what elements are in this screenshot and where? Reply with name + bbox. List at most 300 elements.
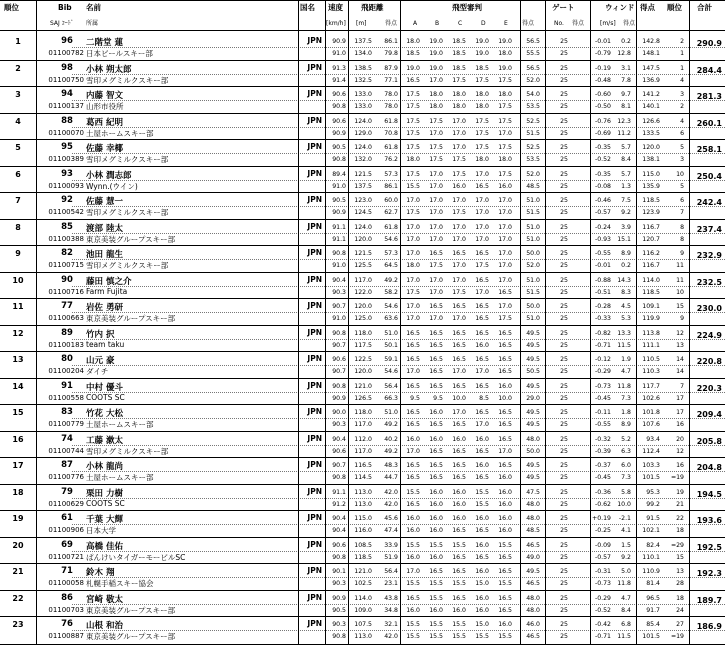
athlete-name[interactable]: 高橋 佳佑: [86, 541, 123, 552]
round2-value: 25: [560, 235, 568, 243]
bib-cell: 91: [61, 380, 73, 391]
round1-value: 90.8: [332, 329, 346, 337]
round1-value: -0.35: [594, 170, 611, 178]
round1-value: 25: [560, 356, 568, 363]
athlete-club: 雪印メグミルクスキー部: [86, 155, 169, 164]
nation-cell: JPN: [307, 195, 322, 204]
round1-value: -0.88: [594, 276, 611, 284]
round1-value: 17.5: [429, 144, 443, 151]
round1-value: 20: [676, 435, 684, 443]
round1-value: 16.5: [498, 409, 512, 416]
round1-value: 5.2: [621, 435, 631, 443]
round2-value: 90.6: [332, 447, 346, 455]
header-style-points: 得点: [522, 20, 535, 27]
round-separator: [72, 259, 725, 260]
round2-value: 23.1: [384, 580, 398, 587]
round1-value: 16.0: [429, 515, 443, 522]
round1-value: 11: [676, 276, 684, 284]
round1-value: 49.5: [526, 329, 540, 337]
round1-value: 138.5: [354, 64, 372, 72]
saj-code-cell: 01100093: [48, 181, 84, 190]
round1-value: 25: [560, 462, 568, 469]
round1-value: 25: [560, 91, 568, 98]
round1-value: 107.5: [354, 621, 372, 628]
round1-value: 90.6: [332, 541, 346, 549]
header-bib: Bib: [58, 3, 72, 12]
athlete-club: 土屋ホームスキー部: [86, 473, 154, 482]
round2-value: 70.8: [384, 129, 398, 137]
round1-value: 1.8: [621, 409, 631, 416]
athlete-name[interactable]: 山根 和治: [86, 621, 123, 631]
athlete-name[interactable]: 佐藤 慧一: [86, 197, 123, 207]
round1-value: 16.5: [452, 329, 466, 337]
round1-value: 18: [676, 594, 684, 602]
round2-value: 8: [680, 235, 684, 243]
round2-value: -0.01: [594, 262, 611, 269]
round2-value: 8.1: [621, 103, 631, 110]
rank-cell: 6: [15, 169, 21, 179]
round2-value: 9.2: [621, 209, 631, 216]
total-cell: 290.9: [696, 39, 722, 48]
round1-value: 91.5: [646, 515, 660, 522]
round1-value: 16.5: [475, 409, 489, 416]
round1-value: 16.5: [406, 594, 420, 602]
round2-value: 16.0: [429, 500, 443, 508]
athlete-name[interactable]: 山元 豪: [86, 356, 115, 366]
round2-value: 90.9: [332, 129, 346, 137]
round1-value: 141.2: [642, 91, 660, 98]
round1-value: 14: [676, 356, 684, 363]
round2-value: 133.0: [354, 103, 372, 110]
athlete-name[interactable]: 竹内 択: [86, 329, 115, 340]
round2-value: 135.9: [642, 182, 660, 190]
round1-value: 49.5: [526, 356, 540, 363]
header-saj-code: SAJ ｺｰﾄﾞ: [50, 20, 74, 27]
round-separator: [72, 471, 725, 472]
round1-value: -2.1: [618, 515, 631, 522]
round1-value: 120.0: [642, 144, 660, 151]
round1-value: 47.5: [526, 488, 540, 496]
header-wind-unit: [m/s]: [600, 20, 616, 27]
round1-value: 25: [560, 117, 568, 125]
round2-value: 18.0: [475, 156, 489, 163]
round1-value: 10: [676, 170, 684, 178]
round2-value: 17.5: [406, 288, 420, 296]
round2-value: -0.62: [594, 500, 611, 508]
athlete-name[interactable]: 鈴木 翔: [86, 568, 115, 578]
round1-value: 117.0: [354, 276, 372, 284]
saj-code-cell: 01100906: [48, 526, 84, 534]
round2-value: 7.8: [621, 76, 631, 84]
round2-value: 25: [560, 553, 568, 561]
round2-value: 90.9: [332, 209, 346, 216]
round2-value: 8.3: [621, 288, 631, 296]
round1-value: 90.6: [332, 356, 346, 363]
round1-value: -0.12: [594, 356, 611, 363]
total-cell: 189.7: [696, 595, 722, 605]
round2-value: 51.0: [526, 315, 540, 322]
round2-value: 17.0: [475, 368, 489, 375]
round1-value: 85.4: [646, 621, 660, 628]
row-separator: [0, 431, 725, 432]
round1-value: 86.1: [384, 38, 398, 45]
athlete-name[interactable]: 栗田 力樹: [86, 488, 123, 499]
round1-value: 56.4: [384, 382, 398, 390]
bib-cell: 88: [61, 115, 73, 126]
round2-value: 10.0: [617, 500, 631, 508]
bib-cell: 92: [61, 195, 73, 205]
athlete-name[interactable]: 工藤 漱太: [86, 435, 123, 446]
round1-value: 16.5: [475, 250, 489, 257]
round1-value: 17.0: [475, 197, 489, 204]
round1-value: 16.0: [475, 541, 489, 549]
round-separator: [72, 153, 725, 154]
row-separator: [0, 457, 725, 458]
round2-value: 16.5: [452, 527, 466, 534]
round2-value: 16.0: [475, 606, 489, 614]
round2-value: 25: [560, 394, 568, 402]
athlete-club: 雪印メグミルクスキー部: [86, 446, 169, 456]
round2-value: 16.5: [498, 288, 512, 296]
round2-value: 18.5: [452, 50, 466, 57]
bib-cell: 86: [61, 592, 73, 603]
row-separator: [0, 484, 725, 485]
round1-value: 5: [680, 144, 684, 151]
round2-value: 17.5: [406, 209, 420, 216]
athlete-club: 土屋ホームスキー部: [86, 420, 154, 429]
athlete-name[interactable]: 小林 龍尚: [86, 462, 123, 472]
total-cell: 284.4: [696, 65, 722, 75]
round1-value: 17.0: [452, 197, 466, 204]
round2-value: 17.0: [498, 235, 512, 243]
nation-cell: JPN: [307, 327, 322, 337]
round1-value: 117.7: [642, 382, 660, 390]
athlete-name[interactable]: 竹花 大松: [86, 409, 123, 419]
round1-value: 8.9: [621, 250, 631, 257]
round2-value: -0.55: [594, 421, 611, 428]
athlete-name[interactable]: 佐藤 幸椰: [86, 144, 123, 154]
round1-value: -0.09: [594, 541, 611, 549]
rank-cell: 13: [12, 355, 24, 364]
round2-value: -0.33: [594, 315, 611, 322]
round1-value: 8: [680, 223, 684, 231]
round1-value: 90.8: [332, 250, 346, 257]
athlete-club: 雪印メグミルクスキー部: [86, 75, 169, 85]
round1-value: -0.60: [594, 91, 611, 98]
round1-value: 16.0: [452, 515, 466, 522]
round2-value: 91.0: [332, 50, 346, 57]
round1-value: 17.0: [452, 409, 466, 416]
nation-cell: JPN: [307, 221, 322, 231]
round2-value: 79.8: [384, 50, 398, 57]
round2-value: 25: [560, 209, 568, 216]
round2-value: 17.5: [498, 103, 512, 110]
round1-value: 48.0: [526, 515, 540, 522]
round1-value: 16.5: [475, 356, 489, 363]
round1-value: 18.0: [475, 91, 489, 98]
nation-cell: JPN: [307, 248, 322, 257]
round1-value: 90.6: [332, 91, 346, 98]
round1-value: 9: [680, 250, 684, 257]
bib-cell: 94: [61, 89, 73, 99]
athlete-name[interactable]: 池田 龍生: [86, 250, 123, 260]
round2-value: 48.0: [526, 606, 540, 614]
round2-value: 2: [680, 103, 684, 110]
rank-cell: 4: [15, 116, 21, 126]
round2-value: 16.5: [452, 474, 466, 481]
round-separator: [72, 418, 725, 419]
athlete-name[interactable]: 小林 朔太郎: [86, 64, 132, 75]
round2-value: 91.1: [332, 235, 346, 243]
round2-value: 18.0: [406, 262, 420, 269]
saj-code-cell: 01100542: [48, 208, 84, 216]
round2-value: 51.5: [526, 288, 540, 296]
athlete-name[interactable]: 岩佐 勇研: [86, 303, 123, 313]
round1-value: 19: [676, 488, 684, 496]
round2-value: 138.1: [642, 156, 660, 163]
saj-code-cell: 01100070: [48, 128, 84, 137]
round2-value: 10.0: [452, 394, 466, 402]
round2-value: 50.1: [384, 341, 398, 349]
round2-value: 125.5: [354, 262, 372, 269]
round1-value: 90.0: [332, 409, 346, 416]
round2-value: 25: [560, 288, 568, 296]
round1-value: -0.11: [594, 409, 611, 416]
athlete-name[interactable]: 小林 潤志郎: [86, 170, 132, 181]
saj-code-cell: 01100629: [48, 499, 84, 508]
round2-value: 12: [676, 447, 684, 455]
round2-value: 16: [676, 421, 684, 428]
round2-value: 17.0: [452, 315, 466, 322]
round-separator: [72, 233, 725, 234]
column-separator: [520, 0, 521, 644]
round2-value: 3: [680, 156, 684, 163]
round1-value: 78.0: [384, 91, 398, 98]
round2-value: 11.5: [617, 633, 631, 640]
round-separator: [72, 524, 725, 525]
round2-value: 44.7: [384, 474, 398, 481]
round2-value: 91.0: [332, 315, 346, 322]
round1-value: 16.0: [406, 435, 420, 443]
round1-value: 110.5: [642, 356, 660, 363]
round1-value: 61.8: [384, 117, 398, 125]
round1-value: 49.5: [526, 409, 540, 416]
round2-value: 123.9: [642, 209, 660, 216]
round2-value: 91.0: [332, 262, 346, 269]
round1-value: 25: [560, 594, 568, 602]
round1-value: 49.2: [384, 276, 398, 284]
round1-value: -0.37: [594, 462, 611, 469]
round1-value: 56.4: [384, 568, 398, 575]
round2-value: 25: [560, 262, 568, 269]
round-separator: [72, 47, 725, 48]
round2-value: 113.0: [354, 633, 372, 640]
athlete-name[interactable]: 葛西 紀明: [86, 117, 123, 128]
round1-value: 93.4: [646, 435, 660, 443]
round1-value: 87.9: [384, 64, 398, 72]
saj-code-cell: 01100750: [48, 75, 84, 84]
round2-value: 8.4: [621, 156, 631, 163]
round-separator: [72, 445, 725, 446]
round1-value: 49.5: [526, 382, 540, 390]
round1-value: 142.8: [642, 38, 660, 45]
round1-value: 25: [560, 64, 568, 72]
round2-value: 0.2: [621, 262, 631, 269]
total-cell: 242.4: [696, 198, 722, 207]
athlete-name[interactable]: 宮崎 敬太: [86, 594, 123, 605]
round1-value: 16.0: [475, 594, 489, 602]
rank-cell: 8: [15, 222, 21, 232]
round1-value: 48.0: [526, 435, 540, 443]
round2-value: 48.5: [526, 182, 540, 190]
round1-value: 16.0: [452, 435, 466, 443]
athlete-name[interactable]: 二階堂 蓮: [86, 38, 123, 48]
round2-value: 90.5: [332, 606, 346, 614]
round2-value: 90.8: [332, 103, 346, 110]
athlete-club: ぱんけいタイガーモービルSC: [86, 552, 186, 562]
round1-value: 17.0: [406, 197, 420, 204]
rank-cell: 3: [15, 90, 21, 99]
round2-value: 16.5: [429, 447, 443, 455]
round2-value: -0.57: [594, 553, 611, 561]
nation-cell: JPN: [307, 566, 322, 575]
round-separator: [72, 365, 725, 366]
round2-value: 16.5: [406, 474, 420, 481]
rank-cell: 7: [15, 196, 21, 205]
header-style: 飛型審判: [452, 3, 482, 12]
round2-value: 6.3: [621, 447, 631, 455]
round2-value: =19: [670, 474, 684, 481]
round1-value: 89.4: [332, 170, 346, 178]
round2-value: 51.5: [526, 209, 540, 216]
bib-cell: 80: [61, 354, 73, 364]
round2-value: 15.1: [617, 235, 631, 243]
round2-value: -0.93: [594, 235, 611, 243]
round2-value: 16.5: [475, 527, 489, 534]
round2-value: 133.5: [642, 129, 660, 137]
round1-value: 13.3: [617, 329, 631, 337]
round1-value: -0.01: [594, 38, 611, 45]
row-separator: [0, 60, 725, 61]
round-separator: [72, 604, 725, 605]
round1-value: 17.5: [498, 117, 512, 125]
round1-value: -0.42: [594, 621, 611, 628]
round1-value: 25: [560, 435, 568, 443]
round1-value: 103.3: [642, 462, 660, 469]
round1-value: 25: [560, 488, 568, 496]
bib-cell: 98: [61, 62, 73, 73]
athlete-name[interactable]: 中村 優斗: [86, 382, 123, 393]
bib-cell: 82: [61, 248, 73, 258]
round2-value: 16.0: [452, 500, 466, 508]
round1-value: 16.5: [429, 568, 443, 575]
round2-value: 117.5: [354, 341, 372, 349]
bib-cell: 77: [61, 301, 73, 311]
round2-value: 109.0: [354, 606, 372, 614]
round2-value: 25: [560, 633, 568, 640]
round2-value: 90.3: [332, 288, 346, 296]
round1-value: -0.35: [594, 144, 611, 151]
round-separator: [72, 312, 725, 313]
round1-value: 16.5: [406, 462, 420, 469]
round2-value: 63.6: [384, 315, 398, 322]
round1-value: 112.0: [354, 435, 372, 443]
athlete-name[interactable]: 千葉 大輝: [86, 515, 123, 525]
round2-value: 16.0: [475, 341, 489, 349]
athlete-club: team taku: [86, 339, 125, 349]
round2-value: 76.2: [384, 156, 398, 163]
athlete-name[interactable]: 藤田 慎之介: [86, 276, 132, 287]
round1-value: 116.7: [642, 223, 660, 231]
round2-value: -0.57: [594, 209, 611, 216]
saj-code-cell: 01100558: [48, 393, 84, 402]
round2-value: 91.7: [646, 606, 660, 614]
round2-value: -0.71: [594, 341, 611, 349]
round1-value: 15.5: [406, 621, 420, 628]
round1-value: 17.0: [475, 170, 489, 178]
round1-value: 16.5: [406, 329, 420, 337]
round1-value: 25: [560, 329, 568, 337]
column-separator: [590, 0, 591, 644]
row-separator: [0, 590, 725, 591]
round2-value: 9.5: [433, 394, 443, 402]
round2-value: 17.5: [498, 76, 512, 84]
total-cell: 258.1: [696, 145, 722, 154]
saj-code-cell: 01100887: [48, 632, 84, 640]
round1-value: 17.0: [406, 303, 420, 310]
rank-cell: 12: [12, 328, 24, 338]
round2-value: 102.1: [642, 527, 660, 534]
round2-value: 7.3: [621, 394, 631, 402]
bib-cell: 95: [61, 142, 73, 152]
athlete-name[interactable]: 内藤 智文: [86, 91, 123, 101]
row-separator: [0, 537, 725, 538]
rank-cell: 16: [12, 434, 24, 444]
round2-value: 25: [560, 156, 568, 163]
round1-value: 50.0: [526, 303, 540, 310]
round2-value: 126.5: [354, 394, 372, 402]
round1-value: 95.3: [646, 488, 660, 496]
round2-value: 49.2: [384, 447, 398, 455]
row-separator: [0, 139, 725, 140]
rank-cell: 14: [12, 381, 24, 391]
round1-value: 124.0: [354, 144, 372, 151]
round1-value: 32.1: [384, 621, 398, 628]
row-separator: [0, 351, 725, 352]
saj-code-cell: 01100716: [48, 287, 84, 296]
total-cell: 192.3: [696, 569, 722, 578]
round1-value: 17.5: [498, 144, 512, 151]
round2-value: 50.5: [526, 368, 540, 375]
round1-value: -0.55: [594, 250, 611, 257]
round1-value: 25: [560, 170, 568, 178]
column-separator: [400, 0, 401, 644]
round1-value: 12: [676, 329, 684, 337]
round2-value: 18: [676, 527, 684, 534]
round1-value: 108.5: [354, 541, 372, 549]
round1-value: 25: [560, 223, 568, 231]
round1-value: 16.5: [406, 409, 420, 416]
athlete-name[interactable]: 渡部 陸太: [86, 223, 123, 234]
saj-code-cell: 01100779: [48, 420, 84, 428]
round1-value: 25: [560, 568, 568, 575]
round2-value: 17.0: [429, 129, 443, 137]
round2-value: 25: [560, 421, 568, 428]
round2-value: 18.5: [406, 50, 420, 57]
round1-value: 56.5: [526, 38, 540, 45]
round1-value: 121.0: [354, 568, 372, 575]
round1-value: 90.8: [332, 382, 346, 390]
